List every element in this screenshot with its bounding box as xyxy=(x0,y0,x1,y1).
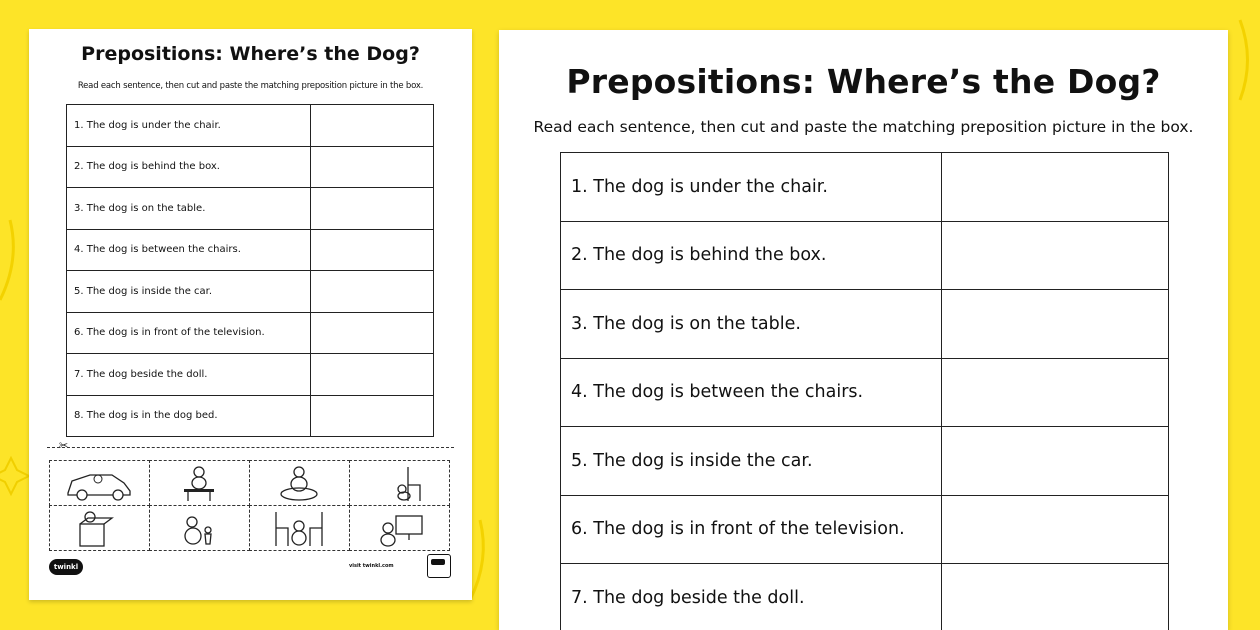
sentence-cell: 1. The dog is under the chair. xyxy=(67,105,311,147)
table-row xyxy=(67,229,434,271)
sentence-cell: 7. The dog beside the doll. xyxy=(561,564,942,630)
sentence-cell: 2. The dog is behind the box. xyxy=(561,221,942,290)
table-row xyxy=(67,146,434,188)
answer-box xyxy=(311,354,434,396)
table-row xyxy=(561,564,1169,630)
answer-box xyxy=(311,105,434,147)
table-row xyxy=(67,354,434,396)
table-row xyxy=(561,221,1169,290)
sentence-cell: 3. The dog is on the table. xyxy=(67,188,311,230)
sentence-table-large xyxy=(560,152,1169,630)
sentence-cell: 8. The dog is in the dog bed. xyxy=(67,395,311,437)
answer-box xyxy=(942,427,1169,496)
dog-in-bed-icon xyxy=(249,460,350,506)
dog-between-chairs-icon xyxy=(249,505,350,551)
sentence-cell: 3. The dog is on the table. xyxy=(561,290,942,359)
sentence-cell: 5. The dog is inside the car. xyxy=(67,271,311,313)
answer-box xyxy=(311,229,434,271)
answer-box xyxy=(311,188,434,230)
answer-box xyxy=(942,358,1169,427)
dog-beside-doll-icon xyxy=(149,505,250,551)
sentence-cell: 4. The dog is between the chairs. xyxy=(67,229,311,271)
dog-in-car-icon xyxy=(49,460,150,506)
picture-cutouts xyxy=(49,460,449,550)
worksheet-instructions-large: Read each sentence, then cut and paste the matching preposition picture in the box. xyxy=(533,118,1194,136)
sentence-cell: 2. The dog is behind the box. xyxy=(67,146,311,188)
answer-box xyxy=(942,290,1169,359)
answer-box xyxy=(942,221,1169,290)
table-row xyxy=(561,495,1169,564)
sentence-table xyxy=(66,104,434,437)
worksheet-thumbnail xyxy=(29,29,472,600)
sentence-cell: 1. The dog is under the chair. xyxy=(561,153,942,222)
table-row xyxy=(67,188,434,230)
scissors-icon: ✂ xyxy=(59,439,69,452)
table-row xyxy=(561,153,1169,222)
table-row xyxy=(561,358,1169,427)
answer-box xyxy=(942,153,1169,222)
answer-box xyxy=(942,495,1169,564)
dog-behind-box-icon xyxy=(49,505,150,551)
table-row xyxy=(67,271,434,313)
answer-box xyxy=(311,312,434,354)
badge-icon xyxy=(427,554,451,578)
answer-box xyxy=(942,564,1169,630)
footer-url: visit twinkl.com xyxy=(349,563,394,569)
sentence-cell: 7. The dog beside the doll. xyxy=(67,354,311,396)
table-row xyxy=(67,105,434,147)
worksheet-title-large: Prepositions: Where’s the Dog? xyxy=(566,62,1161,101)
dog-under-chair-icon xyxy=(349,460,450,506)
answer-box xyxy=(311,271,434,313)
table-row xyxy=(67,395,434,437)
sentence-cell: 5. The dog is inside the car. xyxy=(561,427,942,496)
table-row xyxy=(561,290,1169,359)
worksheet-instructions: Read each sentence, then cut and paste the matching preposition picture in the box. xyxy=(77,81,424,91)
twinkl-logo: twinkl xyxy=(49,559,83,575)
worksheet-title: Prepositions: Where’s the Dog? xyxy=(81,43,420,65)
table-row xyxy=(561,427,1169,496)
dog-on-table-icon xyxy=(149,460,250,506)
sentence-cell: 6. The dog is in front of the television. xyxy=(67,312,311,354)
worksheet-zoomed xyxy=(499,30,1228,630)
answer-box xyxy=(311,146,434,188)
sentence-cell: 6. The dog is in front of the television. xyxy=(561,495,942,564)
answer-box xyxy=(311,395,434,437)
cut-line xyxy=(47,447,454,448)
sentence-cell: 4. The dog is between the chairs. xyxy=(561,358,942,427)
dog-in-front-of-tv-icon xyxy=(349,505,450,551)
table-row xyxy=(67,312,434,354)
